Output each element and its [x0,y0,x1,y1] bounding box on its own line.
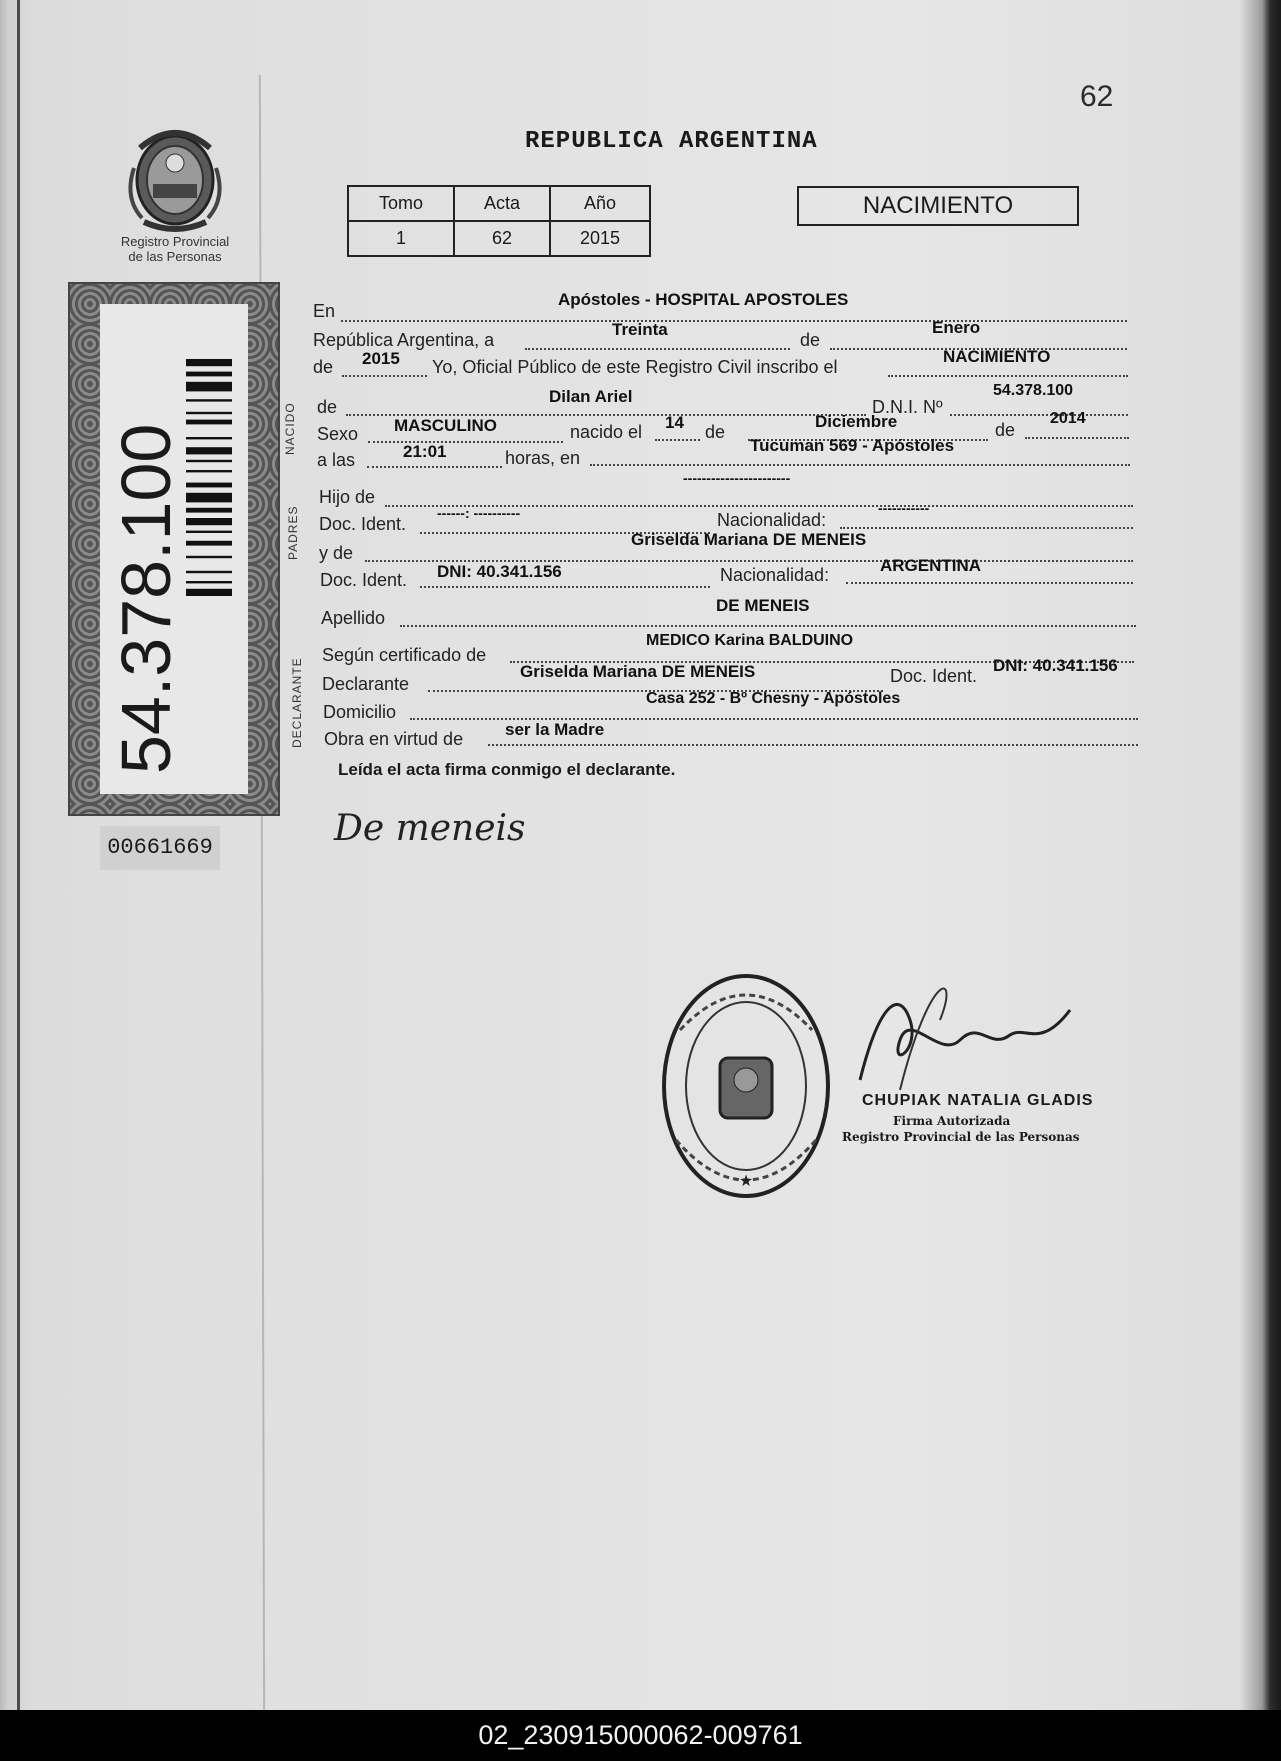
act-type-box: NACIMIENTO [797,186,1079,226]
barcode-inner [100,304,248,794]
dots-dni [950,414,1128,416]
value-acta: 62 [454,221,550,256]
official-stamp-icon [660,970,832,1202]
header-tomo: Tomo [348,186,454,221]
label-en: En [313,301,336,321]
dots-capacity [488,744,1138,746]
dots-mother-doc [420,586,710,588]
value-mother: Griselda Mariana DE MENEIS [631,530,867,549]
emblem-caption [100,234,250,264]
page-number: 62 [1080,80,1114,113]
dots-birthyear [1025,437,1129,439]
value-birth-place: Tucuman 569 - Apóstoles [750,436,955,455]
label-de-4: de [705,422,726,442]
label-de-5: de [995,420,1016,440]
value-birth-month: Diciembre [815,412,898,431]
value-birth-year: 2014 [1050,410,1086,427]
value-sex: MASCULINO [394,416,497,435]
label-nac-1: Nacionalidad: [717,510,827,530]
dots-line1 [341,320,1127,322]
value-mother-doc: DNI: 40.341.156 [437,562,562,581]
barcode-number: 54.378.100 [107,423,185,774]
dots-father-nat [840,527,1133,529]
value-month: Enero [932,318,981,337]
official-registry: Registro Provincial de las Personas [842,1130,1080,1144]
value-inscription-type: NACIMIENTO [943,347,1051,366]
value-ano: 2015 [550,221,650,256]
value-declarant: Griselda Mariana DE MENEIS [520,662,756,681]
dots-mother-nat [846,582,1133,584]
header-acta: Acta [454,186,550,221]
province-emblem-icon [120,118,230,236]
label-apellido: Apellido [321,608,386,628]
value-father: ----------------------- [683,470,791,486]
value-father-doc: ------: ---------- [437,505,521,521]
label-domicilio: Domicilio [323,702,397,722]
label-doc-3: Doc. Ident. [890,666,978,686]
label-obra: Obra en virtud de [324,729,464,749]
official-role: Firma Autorizada [893,1114,1011,1128]
side-label-padres: PADRES [286,505,300,560]
label-de-3: de [317,397,338,417]
value-child-name: Dilan Ariel [549,387,633,406]
barcode-sticker [68,282,280,816]
header-ano: Año [550,186,650,221]
value-birth-day: 14 [665,413,684,432]
label-doc-1: Doc. Ident. [319,514,407,534]
side-label-declarante: DECLARANTE [290,657,304,748]
official-name: CHUPIAK NATALIA GLADIS [862,1092,1094,1109]
dots-sex [368,441,563,443]
label-y-de: y de [319,543,354,563]
closing-text: Leída el acta firma conmigo el declarante. [338,760,676,779]
label-de-2: de [313,357,334,377]
emblem-caption-line2: de las Personas [128,249,222,264]
dots-year [342,375,427,377]
dots-birthplace [590,464,1130,466]
label-republica: República Argentina, a [313,330,495,350]
value-day: Treinta [612,320,668,339]
registry-table [347,185,651,257]
svg-text:★: ★ [738,1173,754,1190]
document-code: 00661669 [100,826,220,870]
label-hijo: Hijo de [319,487,376,507]
country-title: REPUBLICA ARGENTINA [525,128,818,155]
dots-day [525,348,790,350]
label-segun: Según certificado de [322,645,487,665]
footer-code: 02_230915000062-009761 [0,1710,1281,1761]
value-child-dni: 54.378.100 [993,382,1074,399]
barcode-bars-icon [186,359,232,689]
label-horas: horas, en [505,448,581,468]
value-tomo: 1 [348,221,454,256]
value-address: Casa 252 - Bº Chesny - Apóstoles [646,690,901,707]
label-declarante: Declarante [322,674,410,694]
label-de-1: de [800,330,821,350]
dots-time [367,466,502,468]
value-mother-nationality: ARGENTINA [880,556,982,575]
handwritten-signature: De meneis [334,808,526,849]
value-declarant-doc: DNI: 40.341.156 [993,656,1118,675]
value-surname: DE MENEIS [716,596,810,615]
value-father-nationality: ----------- [878,500,930,516]
official-signature-icon [840,980,1080,1100]
label-a-las: a las [317,450,356,470]
emblem-caption-line1: Registro Provincial [120,234,230,249]
value-birth-time: 21:01 [403,442,447,461]
label-officer: Yo, Oficial Público de este Registro Civil inscribo el [432,357,838,377]
side-label-nacido: NACIDO [283,402,297,455]
value-certificate: MEDICO Karina BALDUINO [646,632,854,649]
label-nacido: nacido el [570,422,643,442]
label-nac-2: Nacionalidad: [720,565,830,585]
binding-line [17,0,20,1710]
label-doc-2: Doc. Ident. [320,570,408,590]
dots-birthday [655,439,700,441]
label-sexo: Sexo [317,424,359,444]
value-place: Apóstoles - HOSPITAL APOSTOLES [558,290,849,309]
value-year: 2015 [362,349,400,368]
dots-type [888,375,1128,377]
label-dni: D.N.I. Nº [872,397,943,417]
value-capacity: ser la Madre [505,720,605,739]
dots-surname [400,625,1136,627]
